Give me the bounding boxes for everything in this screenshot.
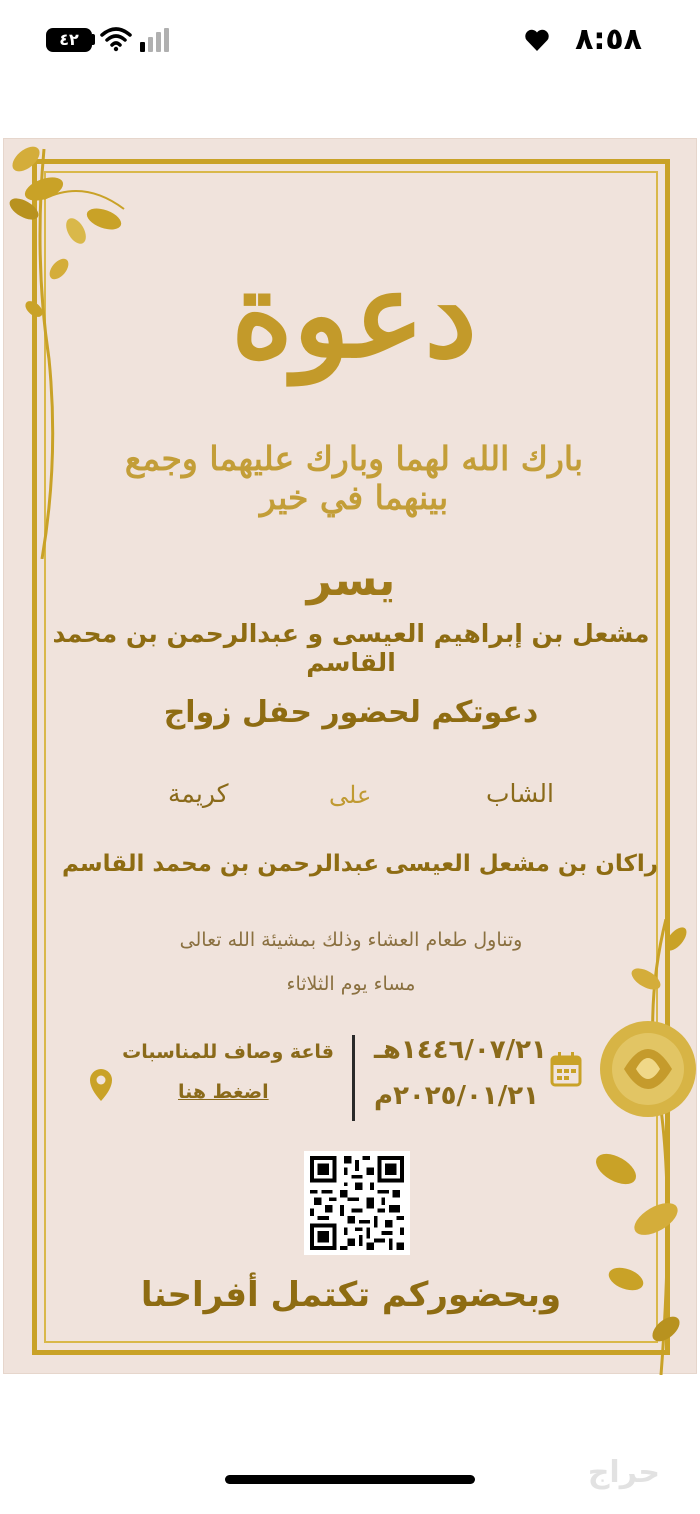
qr-code[interactable] xyxy=(304,1151,410,1255)
title-text: دعوة xyxy=(231,245,477,384)
signal-icon xyxy=(138,28,172,52)
ala-label: على xyxy=(329,781,372,809)
groom-label: الشاب xyxy=(485,779,554,808)
calendar-icon xyxy=(550,1051,582,1087)
groom-name: راكان بن مشعل العيسى xyxy=(385,851,658,877)
battery-icon xyxy=(46,28,92,52)
bride-label: كريمة xyxy=(168,779,229,808)
couple-labels xyxy=(44,779,658,819)
bride-father-name: عبدالرحمن بن محمد القاسم xyxy=(62,851,380,877)
status-bar xyxy=(0,0,700,80)
info-divider xyxy=(352,1035,355,1121)
invitation-title xyxy=(184,217,524,417)
evening-text: مساء يوم الثلاثاء xyxy=(286,973,416,995)
battery-level: ٤٢ xyxy=(59,30,79,49)
home-indicator[interactable] xyxy=(225,1475,475,1484)
closing-text: وبحضوركم تكتمل أفراحنا xyxy=(140,1275,562,1315)
dinner-text: وتناول طعام العشاء وذلك بمشيئة الله تعالى xyxy=(179,929,523,951)
location-pin-icon[interactable] xyxy=(88,1067,114,1103)
couple-names xyxy=(44,851,658,891)
venue-name: قاعة وصاف للمناسبات xyxy=(122,1041,334,1063)
wifi-icon xyxy=(100,26,132,52)
yasur-text: يسر xyxy=(306,555,396,606)
watermark-logo: حراج xyxy=(587,1455,660,1490)
map-link[interactable]: اضغط هنا xyxy=(178,1081,269,1103)
heart-icon xyxy=(524,28,550,52)
battery-tip xyxy=(92,34,95,45)
event-info xyxy=(74,1035,634,1135)
invitation-card[interactable] xyxy=(3,138,697,1374)
date-hijri: ١٤٤٦/٠٧/٢١هـ xyxy=(374,1035,547,1065)
clock: ٨:٥٨ xyxy=(575,22,642,57)
date-gregorian: ٢٠٢٥/٠١/٢١م xyxy=(374,1081,540,1111)
invite-line: دعوتكم لحضور حفل زواج xyxy=(163,695,539,730)
hosts-names: مشعل بن إبراهيم العيسى و عبدالرحمن بن محمد القاسم xyxy=(52,619,650,677)
qr-code-icon xyxy=(309,1156,405,1250)
blessing-text: بارك الله لهما وبارك عليهما وجمع بينهما في خير xyxy=(124,439,584,517)
